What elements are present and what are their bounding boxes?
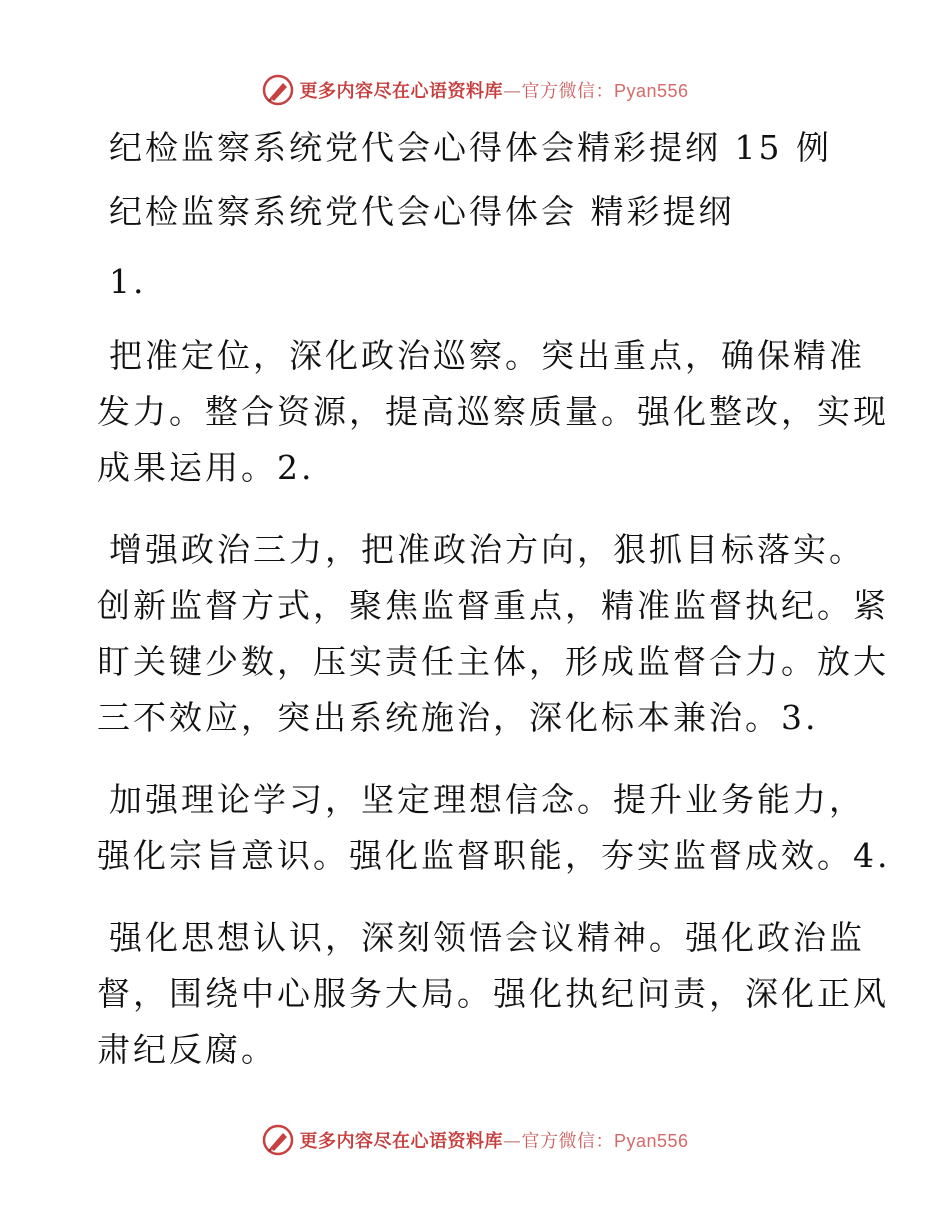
watermark-sub: 官方微信： (521, 81, 614, 102)
paragraph-line: 发力。整合资源，提高巡察质量。强化整改，实现 (97, 392, 889, 431)
paragraph-2 (97, 522, 889, 746)
document-body (97, 118, 891, 1078)
watermark-dash: — (502, 1131, 522, 1152)
paragraph-1 (97, 328, 889, 496)
paragraph-line: 创新监督方式，聚焦监督重点，精准监督执纪。紧 (97, 586, 889, 625)
pen-logo-icon (261, 73, 295, 107)
paragraph-3 (97, 772, 891, 884)
watermark-main: 更多内容尽在心语资料库 (299, 1131, 503, 1152)
paragraph-line: 成果运用。2. (97, 448, 315, 487)
pen-logo-icon (261, 1123, 295, 1157)
watermark-id: Pyan556 (613, 81, 689, 101)
paragraph-line: 盯关键少数，压实责任主体，形成监督合力。放大 (97, 642, 889, 681)
watermark-text (299, 1127, 688, 1153)
watermark-sub: 官方微信： (521, 1131, 614, 1152)
item-number-1: 1. (109, 262, 147, 301)
paragraph-line: 把准定位，深化政治巡察。突出重点，确保精准 (109, 336, 865, 375)
paragraph-line: 三不效应，突出系统施治，深化标本兼治。3. (97, 698, 819, 737)
watermark-main: 更多内容尽在心语资料库 (299, 81, 503, 102)
paragraph-line: 增强政治三力，把准政治方向，狠抓目标落实。 (109, 530, 865, 569)
watermark-dash: — (502, 81, 522, 102)
paragraph-line: 肃纪反腐。 (97, 1030, 277, 1069)
header-watermark (0, 70, 950, 110)
paragraph-4 (97, 910, 889, 1078)
paragraph-line: 强化思想认识，深刻领悟会议精神。强化政治监 (109, 918, 865, 957)
paragraph-line: 加强理论学习，坚定理想信念。提升业务能力， (109, 780, 865, 819)
paragraph-line: 强化宗旨意识。强化监督职能，夯实监督成效。4. (97, 836, 891, 875)
document-subtitle: 纪检监察系统党代会心得体会 精彩提纲 (109, 192, 735, 231)
paragraph-line: 督，围绕中心服务大局。强化执纪问责，深化正风 (97, 974, 889, 1013)
document-title: 纪检监察系统党代会心得体会精彩提纲 15 例 (109, 128, 832, 167)
watermark-id: Pyan556 (613, 1131, 689, 1151)
watermark-text (299, 77, 688, 103)
footer-watermark (0, 1120, 950, 1160)
